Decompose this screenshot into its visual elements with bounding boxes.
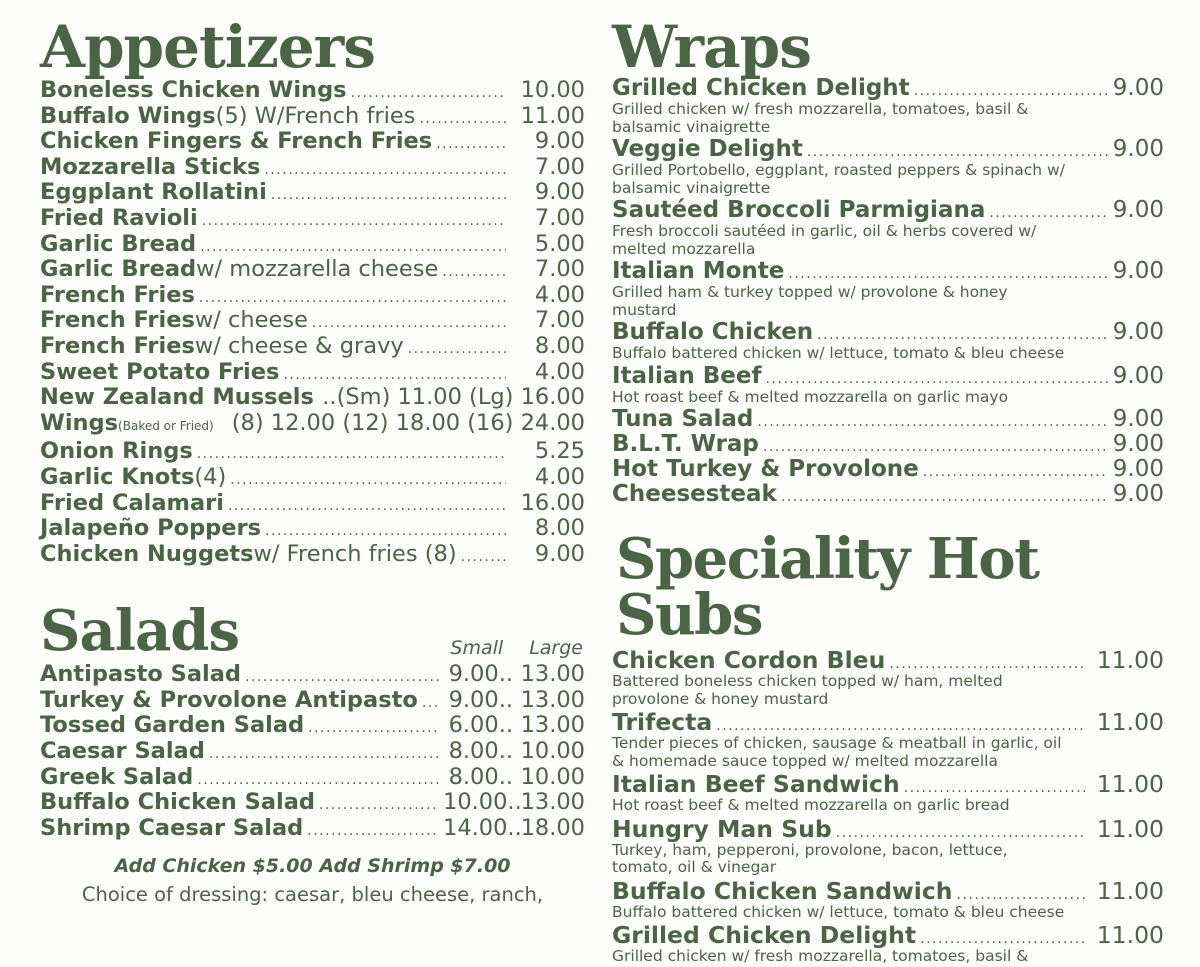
salads-list [40,662,585,841]
dot-leader [763,440,1108,454]
subs-title: Speciality Hot Subs [616,526,1039,648]
item-description: Turkey, ham, pepperoni, provolone, bacon, lettuce, tomato, oil & vinegar [612,840,1008,876]
appetizers-title: Appetizers [40,13,375,81]
item-description: Hot roast beef & melted mozzarella on garlic mayo [612,387,1009,406]
dressing-note: Choice of dressing: caesar, bleu cheese, ranch, [81,883,544,907]
item-price: 5.25 [534,438,585,465]
dot-leader [199,291,506,305]
item-name: Caesar Salad [40,738,205,765]
item-description: Hot roast beef & melted mozzarella on garlic bread [612,796,1010,814]
wraps-list [612,76,1164,507]
salad-item [40,816,585,842]
item-description: Grilled Portobello, eggplant, roasted peppers & spinach w/ balsamic vinaigrette [612,161,1065,197]
dot-leader [197,447,506,461]
item-prices: ..(Sm) 11.00 (Lg) 16.00 [322,384,585,411]
item-price: 8.00 [534,515,585,542]
item-description: Buffalo battered chicken w/ lettuce, tomato & bleu cheese [612,344,1065,362]
item-price: 4.00 [534,281,585,308]
dot-leader [920,932,1085,946]
item-price: 9.00 [1112,319,1164,345]
menu-item [612,198,1164,223]
menu-item [40,465,585,491]
price-large: 13.00 [520,686,585,713]
menu-item [612,320,1164,345]
item-price: 10.00 [520,77,585,103]
dot-leader [442,265,506,279]
dot-leader [788,267,1108,281]
item-price: 11.00 [1096,646,1164,674]
dot-leader [209,747,439,761]
item-price: 11.00 [1096,770,1164,798]
menu-item [612,407,1164,432]
item-name: Buffalo Chicken Sandwich [612,876,953,905]
price-small: 9.00.. [448,686,513,713]
item-name: Wings [40,409,119,436]
item-description: Grilled ham & turkey topped w/ provolone & honey mustard [612,283,1008,319]
menu-item [40,78,585,104]
item-name: Italian Beef [612,362,762,389]
menu-item [40,283,585,309]
item-price: 7.00 [534,307,585,334]
price-small: 8.00.. [448,763,513,790]
price-large: 13.00 [520,712,585,739]
item-price: 8.00 [534,332,585,359]
price-small: 10.00.. [443,789,522,816]
item-name: Cheesesteak [612,481,777,507]
menu-item [40,180,585,206]
price-large: 10.00 [520,763,585,790]
item-name: Hot Turkey & Provolone [612,456,919,482]
item-price: 7.00 [534,256,585,283]
dot-leader [230,473,506,487]
menu-item [612,922,1164,948]
item-detail: w/ cheese [194,307,308,334]
item-name: Antipasto Salad [40,661,242,688]
salad-addon-note: Add Chicken $5.00 Add Shrimp $7.00 [114,855,511,878]
dot-leader [319,798,439,812]
salad-item [40,713,585,739]
item-price: 11.00 [1096,814,1164,843]
item-description: Grilled chicken w/ fresh mozzarella, tomatoes, basil & balsamic vinaigrette [612,100,1029,136]
item-name: Tuna Salad [612,406,754,432]
salad-item [40,662,585,688]
item-price: 9.00 [1112,362,1164,389]
dot-leader [228,499,506,513]
item-price: 9.00 [534,128,585,155]
item-name: Veggie Delight [612,136,803,162]
item-price: 5.00 [534,230,585,257]
item-name: Mozzarella Sticks [40,153,261,180]
dot-leader [989,206,1108,220]
item-name: French Fries [40,307,195,334]
dot-leader [202,214,506,228]
item-price: 9.00 [1112,75,1164,101]
item-price: 11.00 [1096,708,1164,736]
item-price: 9.00 [1112,406,1164,432]
item-name: Buffalo Chicken Salad [40,789,316,816]
item-name: Shrimp Caesar Salad [40,814,304,841]
item-name: Greek Salad [40,763,194,790]
dot-leader [836,826,1085,840]
dot-leader [271,188,506,202]
subs-list [612,647,1164,966]
item-name: Fried Ravioli [40,204,198,231]
dot-leader [265,524,506,538]
item-name: Grilled Chicken Delight [612,921,917,949]
menu-item [612,259,1164,284]
item-price: 9.00 [534,179,585,206]
item-name: Garlic Bread [40,230,197,257]
item-name: Italian Beef Sandwich [612,770,900,798]
item-name: French Fries [40,332,195,359]
dot-leader [461,550,506,564]
salads-title: Salads [40,598,239,665]
item-description: Tender pieces of chicken, sausage & meatball in garlic, oil & homemade sauce topped w/ melted mozzarella [612,734,1062,770]
menu-item [40,104,585,130]
item-price: 9.00 [1112,258,1164,284]
item-name: Sautéed Broccoli Parmigiana [612,197,986,223]
item-detail: w/ French fries (8) [253,540,457,567]
salad-item [40,739,585,765]
dot-leader [307,824,439,838]
item-price: 9.00 [1112,197,1164,223]
item-name: Tossed Garden Salad [40,712,305,739]
price-large: 18.00 [520,814,585,841]
dot-leader [817,328,1108,342]
item-price: 7.00 [534,153,585,180]
menu-item [40,516,585,542]
menu-item [40,206,585,232]
menu-item [40,334,585,360]
item-price: 7.00 [534,204,585,231]
item-name: Garlic Knots [40,463,195,490]
menu-item [612,457,1164,482]
appetizers-list [40,78,585,567]
dot-leader [283,368,506,382]
item-name: Chicken Fingers & French Fries [40,128,433,155]
item-name: Eggplant Rollatini [40,179,267,206]
item-price: 16.00 [520,489,585,516]
dot-leader [312,316,506,330]
menu-item [40,155,585,181]
item-name: Chicken Cordon Bleu [612,646,886,674]
wraps-title: Wraps [612,13,811,81]
price-small: 9.00.. [448,661,513,688]
item-price: 9.00 [534,540,585,567]
price-large: 13.00 [520,789,585,816]
dot-leader [957,888,1086,902]
item-note: (Baked or Fried) [118,418,214,433]
item-prices: (8) 12.00 (12) 18.00 (16) 24.00 [231,409,585,436]
dot-leader [765,372,1108,386]
dot-leader [757,415,1108,429]
dot-leader [419,112,506,126]
menu-item [40,129,585,155]
item-name: Jalapeño Poppers [40,515,262,542]
item-price: 9.00 [1112,456,1164,482]
salad-item [40,765,585,791]
dot-leader [264,163,506,177]
item-name: Sweet Potato Fries [40,358,280,385]
item-price: 11.00 [1096,921,1164,949]
item-detail: (5) W/French fries [215,102,416,129]
item-detail: w/ mozzarella cheese [196,256,439,283]
menu-item [40,308,585,334]
price-small: 8.00.. [448,738,513,765]
dot-leader [245,670,439,684]
item-detail: (4) [194,463,227,490]
item-name: Boneless Chicken Wings [40,77,347,103]
menu-item [40,232,585,258]
dot-leader [197,773,439,787]
price-large: 10.00 [520,738,585,765]
menu-item-wings [40,411,585,440]
menu-item [40,542,585,568]
salad-item [40,688,585,714]
menu-item-mussels [40,385,585,411]
dot-leader [200,240,506,254]
menu-item [612,432,1164,457]
dot-leader [914,84,1108,98]
dot-leader [351,86,506,100]
menu-item [40,257,585,283]
item-name: Hungry Man Sub [612,814,832,843]
item-name: Onion Rings [40,438,193,465]
item-price: 9.00 [1112,481,1164,507]
item-name: Italian Monte [612,258,785,284]
small-col-label: Small [450,637,504,660]
menu-item [612,771,1164,797]
menu-item [40,360,585,386]
dot-leader [422,696,439,710]
dot-leader [781,490,1108,504]
price-small: 14.00.. [443,814,522,841]
item-name: Grilled Chicken Delight [612,75,910,101]
dot-leader [889,657,1085,671]
menu-item [612,137,1164,162]
dot-leader [436,137,506,151]
item-name: New Zealand Mussels [40,384,314,411]
item-price: 11.00 [520,102,585,129]
item-name: Fried Calamari [40,489,224,516]
dot-leader [308,721,439,735]
menu-item [612,76,1164,101]
item-name: Chicken Nuggets [40,540,254,567]
menu-item [40,439,585,465]
item-description: Buffalo battered chicken w/ lettuce, tomato & bleu cheese [612,902,1065,921]
item-price: 4.00 [534,463,585,490]
dot-leader [807,145,1108,159]
dot-leader [716,719,1085,733]
item-name: Trifecta [612,708,713,736]
item-name: Buffalo Chicken [612,319,814,345]
item-detail: w/ cheese & gravy [194,332,404,359]
item-name: B.L.T. Wrap [612,431,759,457]
price-small: 6.00.. [448,712,513,739]
item-description: Grilled chicken w/ fresh mozzarella, tomatoes, basil & [612,947,1029,965]
item-name: French Fries [40,281,195,308]
dot-leader [408,342,506,356]
salad-item [40,790,585,816]
menu-item [612,709,1164,735]
menu-item [40,491,585,517]
item-description: Battered boneless chicken topped w/ ham, melted provolone & honey mustard [612,672,1003,708]
item-name: Garlic Bread [40,256,197,283]
price-large: 13.00 [520,661,585,688]
menu-item [612,364,1164,389]
item-description: Fresh broccoli sautéed in garlic, oil & herbs covered w/ melted mozzarella [612,222,1037,258]
item-price: 11.00 [1096,876,1164,905]
item-name: Turkey & Provolone Antipasto [40,686,418,713]
dot-leader [923,465,1108,479]
large-col-label: Large [529,637,583,660]
item-price: 9.00 [1112,431,1164,457]
menu-item [612,816,1164,842]
menu-item [612,647,1164,673]
item-name: Buffalo Wings [40,102,216,129]
right-column [612,0,1164,967]
item-price: 9.00 [1112,136,1164,162]
item-price: 4.00 [534,358,585,385]
menu-item [612,482,1164,507]
left-column [40,0,585,906]
dot-leader [904,781,1085,795]
